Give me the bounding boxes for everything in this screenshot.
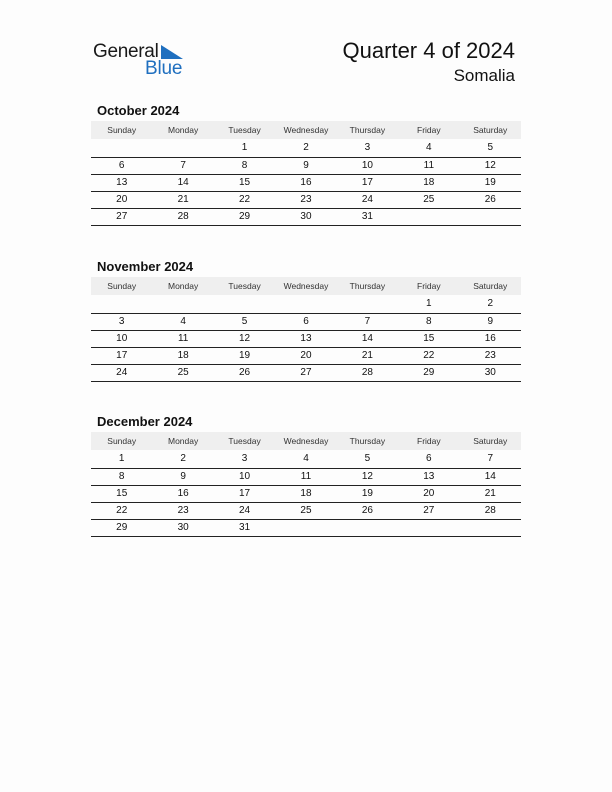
week-row (91, 314, 521, 331)
day-cell: 26 (214, 365, 275, 382)
day-cell: 10 (337, 158, 398, 175)
day-cell: 10 (91, 331, 152, 348)
day-cell: 30 (275, 209, 336, 226)
day-cell: 12 (460, 158, 521, 175)
weekday-header: Saturday (460, 432, 521, 450)
day-cell: 29 (398, 365, 459, 382)
weekday-header: Thursday (337, 121, 398, 139)
calendar-table (91, 432, 521, 537)
weekday-header: Monday (152, 432, 213, 450)
day-cell: 25 (152, 365, 213, 382)
day-cell: 21 (337, 348, 398, 365)
week-row (91, 503, 521, 520)
day-cell: 4 (398, 139, 459, 158)
weekday-header: Saturday (460, 121, 521, 139)
day-cell: 2 (275, 139, 336, 158)
day-cell: 9 (460, 314, 521, 331)
logo-flag-icon (161, 45, 183, 59)
week-row (91, 295, 521, 314)
day-cell: 12 (337, 469, 398, 486)
day-cell: 19 (214, 348, 275, 365)
weekday-header: Monday (152, 277, 213, 295)
weekday-header: Friday (398, 432, 459, 450)
weekday-header-row (91, 121, 521, 139)
calendar-table (91, 121, 521, 226)
day-cell: 31 (337, 209, 398, 226)
day-cell: 19 (337, 486, 398, 503)
day-cell: 6 (91, 158, 152, 175)
weekday-header: Thursday (337, 432, 398, 450)
day-cell: 2 (152, 450, 213, 469)
month-title: December 2024 (97, 414, 193, 429)
day-cell (337, 520, 398, 537)
day-cell: 10 (214, 469, 275, 486)
weekday-header-row (91, 277, 521, 295)
day-cell: 15 (91, 486, 152, 503)
day-cell: 19 (460, 175, 521, 192)
month-block (91, 103, 521, 226)
day-cell (91, 295, 152, 314)
day-cell: 8 (91, 469, 152, 486)
weekday-header: Wednesday (275, 277, 336, 295)
day-cell: 4 (275, 450, 336, 469)
day-cell: 7 (152, 158, 213, 175)
day-cell: 6 (398, 450, 459, 469)
day-cell: 1 (398, 295, 459, 314)
weekday-header: Sunday (91, 432, 152, 450)
week-row (91, 520, 521, 537)
logo-word-general: General (93, 41, 159, 62)
day-cell: 18 (398, 175, 459, 192)
day-cell (214, 295, 275, 314)
day-cell: 5 (460, 139, 521, 158)
day-cell (460, 209, 521, 226)
week-row (91, 192, 521, 209)
day-cell: 8 (398, 314, 459, 331)
day-cell: 28 (460, 503, 521, 520)
day-cell: 23 (275, 192, 336, 209)
weekday-header: Wednesday (275, 432, 336, 450)
day-cell: 24 (91, 365, 152, 382)
weekday-header-row (91, 432, 521, 450)
day-cell: 16 (152, 486, 213, 503)
day-cell: 11 (152, 331, 213, 348)
day-cell: 30 (460, 365, 521, 382)
day-cell: 14 (152, 175, 213, 192)
weekday-header: Thursday (337, 277, 398, 295)
day-cell: 27 (91, 209, 152, 226)
week-row (91, 348, 521, 365)
week-row (91, 469, 521, 486)
day-cell: 11 (275, 469, 336, 486)
day-cell: 9 (275, 158, 336, 175)
day-cell: 30 (152, 520, 213, 537)
day-cell: 13 (275, 331, 336, 348)
day-cell: 28 (337, 365, 398, 382)
logo-word-blue: Blue (145, 58, 183, 79)
day-cell: 14 (460, 469, 521, 486)
day-cell: 1 (214, 139, 275, 158)
weekday-header: Sunday (91, 277, 152, 295)
day-cell: 21 (152, 192, 213, 209)
day-cell: 27 (398, 503, 459, 520)
weekday-header: Saturday (460, 277, 521, 295)
page-subtitle: Somalia (453, 66, 515, 85)
week-row (91, 365, 521, 382)
day-cell (275, 295, 336, 314)
day-cell: 23 (152, 503, 213, 520)
day-cell: 22 (398, 348, 459, 365)
day-cell: 3 (337, 139, 398, 158)
day-cell: 17 (214, 486, 275, 503)
day-cell: 3 (91, 314, 152, 331)
day-cell: 17 (91, 348, 152, 365)
day-cell (152, 139, 213, 158)
day-cell (91, 139, 152, 158)
weekday-header: Friday (398, 277, 459, 295)
day-cell: 28 (152, 209, 213, 226)
weekday-header: Wednesday (275, 121, 336, 139)
week-row (91, 158, 521, 175)
week-row (91, 139, 521, 158)
day-cell: 20 (275, 348, 336, 365)
day-cell: 24 (337, 192, 398, 209)
day-cell: 7 (337, 314, 398, 331)
month-title: October 2024 (97, 103, 180, 118)
day-cell: 13 (398, 469, 459, 486)
day-cell: 25 (398, 192, 459, 209)
day-cell: 22 (214, 192, 275, 209)
weekday-header: Friday (398, 121, 459, 139)
week-row (91, 175, 521, 192)
day-cell: 23 (460, 348, 521, 365)
day-cell: 17 (337, 175, 398, 192)
day-cell: 15 (398, 331, 459, 348)
day-cell: 9 (152, 469, 213, 486)
day-cell: 20 (398, 486, 459, 503)
day-cell: 26 (460, 192, 521, 209)
weekday-header: Sunday (91, 121, 152, 139)
weekday-header: Monday (152, 121, 213, 139)
logo (93, 41, 193, 81)
day-cell: 14 (337, 331, 398, 348)
day-cell: 5 (214, 314, 275, 331)
day-cell: 24 (214, 503, 275, 520)
day-cell: 20 (91, 192, 152, 209)
day-cell: 15 (214, 175, 275, 192)
day-cell: 16 (275, 175, 336, 192)
week-row (91, 486, 521, 503)
day-cell: 27 (275, 365, 336, 382)
day-cell (337, 295, 398, 314)
week-row (91, 331, 521, 348)
day-cell: 12 (214, 331, 275, 348)
month-block (91, 259, 521, 382)
day-cell: 29 (91, 520, 152, 537)
day-cell: 21 (460, 486, 521, 503)
week-row (91, 209, 521, 226)
day-cell: 4 (152, 314, 213, 331)
day-cell: 16 (460, 331, 521, 348)
day-cell: 2 (460, 295, 521, 314)
day-cell (152, 295, 213, 314)
day-cell: 1 (91, 450, 152, 469)
day-cell: 13 (91, 175, 152, 192)
day-cell: 6 (275, 314, 336, 331)
day-cell: 8 (214, 158, 275, 175)
day-cell: 5 (337, 450, 398, 469)
day-cell: 22 (91, 503, 152, 520)
day-cell: 18 (275, 486, 336, 503)
day-cell: 7 (460, 450, 521, 469)
day-cell: 3 (214, 450, 275, 469)
month-block (91, 414, 521, 537)
day-cell: 18 (152, 348, 213, 365)
day-cell (460, 520, 521, 537)
calendar-table (91, 277, 521, 382)
day-cell: 11 (398, 158, 459, 175)
day-cell (398, 520, 459, 537)
weekday-header: Tuesday (214, 432, 275, 450)
day-cell: 25 (275, 503, 336, 520)
day-cell: 26 (337, 503, 398, 520)
week-row (91, 450, 521, 469)
day-cell: 31 (214, 520, 275, 537)
day-cell (398, 209, 459, 226)
page-title: Quarter 4 of 2024 (342, 38, 515, 63)
day-cell (275, 520, 336, 537)
weekday-header: Tuesday (214, 121, 275, 139)
day-cell: 29 (214, 209, 275, 226)
weekday-header: Tuesday (214, 277, 275, 295)
month-title: November 2024 (97, 259, 194, 274)
